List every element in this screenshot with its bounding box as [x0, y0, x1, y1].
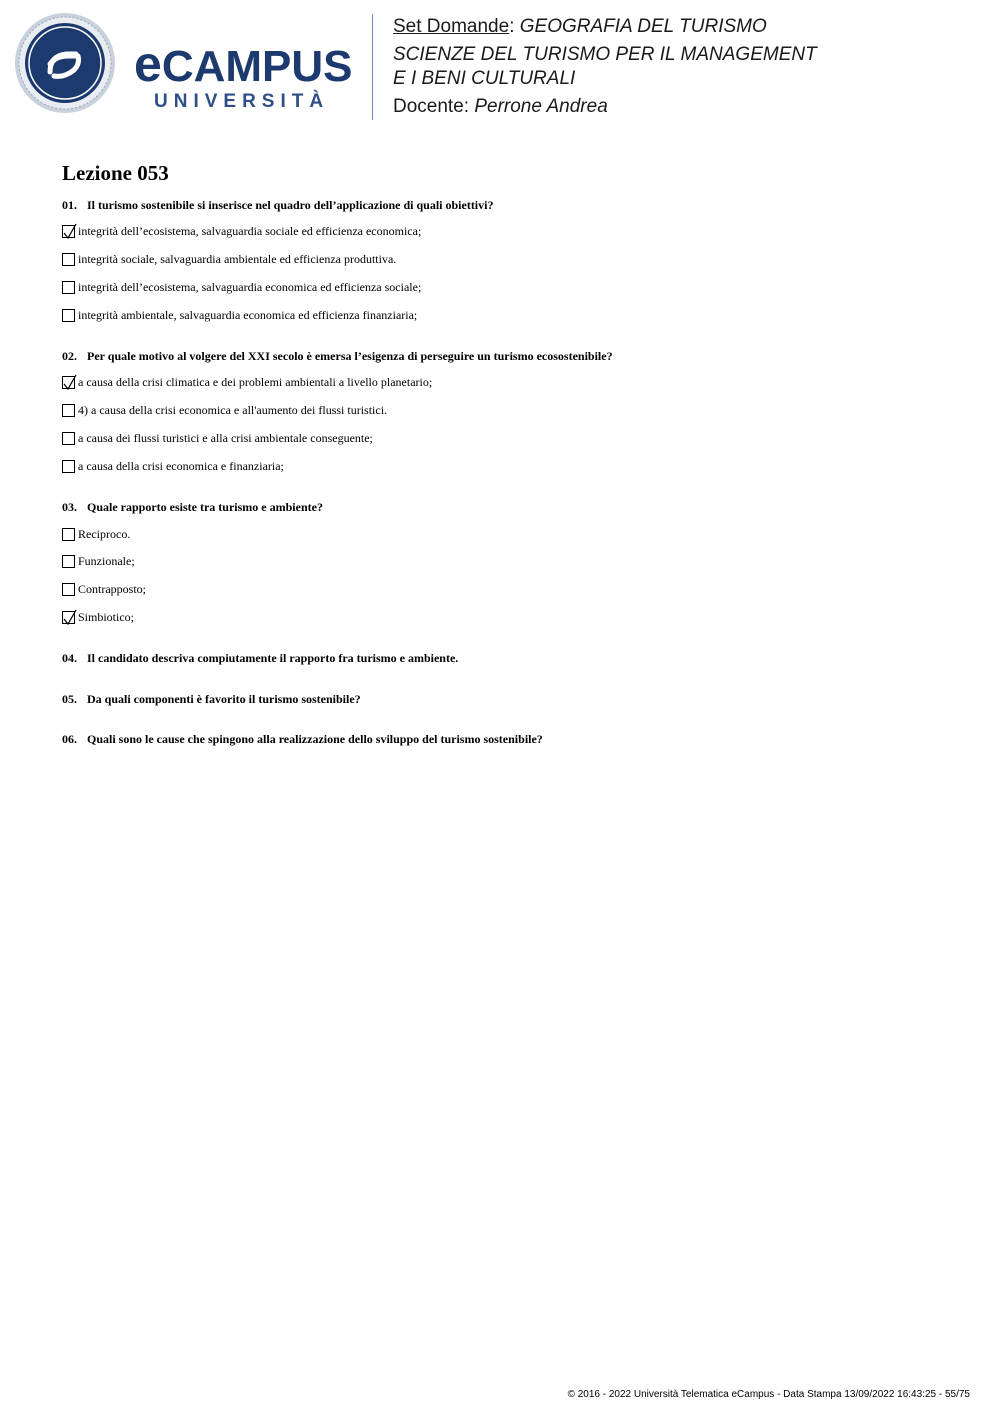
question-text: Quali sono le cause che spingono alla realizzazione dello sviluppo del turismo sostenibile? — [87, 732, 543, 746]
option-02-b[interactable] — [62, 403, 387, 418]
checkbox[interactable] — [62, 432, 75, 445]
set-label: Set Domande — [393, 16, 510, 37]
question-02 — [62, 349, 613, 364]
option-text: integrità dell’ecosistema, salvaguardia sociale ed efficienza economica; — [78, 224, 422, 238]
course-title: GEOGRAFIA DEL TURISMO — [519, 16, 767, 37]
question-number: 05. — [62, 692, 77, 706]
option-text: a causa della crisi climatica e dei problemi ambientali a livello planetario; — [78, 375, 433, 389]
option-text: integrità dell’ecosistema, salvaguardia economica ed efficienza sociale; — [78, 280, 422, 294]
set-colon: : — [509, 16, 520, 37]
brand-e: e — [134, 36, 162, 92]
question-number: 04. — [62, 651, 77, 665]
option-03-a[interactable] — [62, 527, 130, 542]
question-text: Da quali componenti è favorito il turismo sostenibile? — [87, 692, 361, 706]
checkbox-checked[interactable] — [62, 611, 75, 624]
checkbox[interactable] — [62, 253, 75, 266]
question-number: 06. — [62, 732, 77, 746]
checkbox[interactable] — [62, 583, 75, 596]
checkbox[interactable] — [62, 309, 75, 322]
program-line-1: SCIENZE DEL TURISMO PER IL MANAGEMENT — [393, 44, 817, 65]
option-03-d[interactable] — [62, 610, 134, 625]
checkbox[interactable] — [62, 555, 75, 568]
option-02-c[interactable] — [62, 431, 373, 446]
option-text: integrità ambientale, salvaguardia economica ed efficienza finanziaria; — [78, 308, 418, 322]
checkbox[interactable] — [62, 404, 75, 417]
checkbox-checked[interactable] — [62, 225, 75, 238]
question-01 — [62, 198, 493, 213]
set-line — [393, 15, 817, 39]
question-03 — [62, 500, 323, 515]
program-line-2: E I BENI CULTURALI — [393, 68, 576, 89]
brand-text — [134, 36, 353, 113]
option-03-b[interactable] — [62, 554, 135, 569]
option-text: a causa dei flussi turistici e alla crisi ambientale conseguente; — [78, 431, 373, 445]
option-02-a[interactable] — [62, 375, 432, 390]
page-footer: © 2016 - 2022 Università Telematica eCampus - Data Stampa 13/09/2022 16:43:25 - 55/75 — [567, 1389, 970, 1400]
checkmark-icon — [62, 609, 77, 626]
checkbox[interactable] — [62, 528, 75, 541]
ecampus-logo — [14, 12, 359, 120]
header-divider — [372, 14, 373, 120]
header-info — [393, 15, 817, 119]
checkbox[interactable] — [62, 460, 75, 473]
checkmark-icon — [62, 374, 77, 391]
option-text: Contrapposto; — [78, 582, 146, 596]
option-text: a causa della crisi economica e finanziaria; — [78, 459, 284, 473]
option-text: integrità sociale, salvaguardia ambientale ed efficienza produttiva. — [78, 252, 397, 266]
option-text: Simbiotico; — [78, 610, 135, 624]
docente-line — [393, 95, 817, 119]
question-04 — [62, 651, 458, 666]
checkmark-icon — [62, 223, 77, 240]
question-number: 03. — [62, 500, 77, 514]
question-text: Per quale motivo al volgere del XXI secolo è emersa l’esigenza di perseguire un turismo ecosostenibile? — [87, 349, 613, 363]
option-01-a[interactable] — [62, 224, 421, 239]
ecampus-seal-icon — [14, 12, 116, 114]
option-01-b[interactable] — [62, 252, 396, 267]
docente-name: Perrone Andrea — [474, 96, 608, 117]
option-03-c[interactable] — [62, 582, 146, 597]
question-text: Il turismo sostenibile si inserisce nel quadro dell’applicazione di quali obiettivi? — [87, 198, 494, 212]
question-text: Il candidato descriva compiutamente il rapporto fra turismo e ambiente. — [87, 651, 459, 665]
option-text: 4) a causa della crisi economica e all'aumento dei flussi turistici. — [78, 403, 388, 417]
question-number: 02. — [62, 349, 77, 363]
option-text: Funzionale; — [78, 554, 135, 568]
checkbox-checked[interactable] — [62, 376, 75, 389]
option-text: Reciproco. — [78, 527, 131, 541]
question-number: 01. — [62, 198, 77, 212]
question-06 — [62, 732, 543, 747]
checkbox[interactable] — [62, 281, 75, 294]
lesson-title: Lezione 053 — [62, 161, 169, 185]
question-05 — [62, 692, 361, 707]
docente-label: Docente: — [393, 96, 475, 117]
option-01-d[interactable] — [62, 308, 417, 323]
option-01-c[interactable] — [62, 280, 421, 295]
question-text: Quale rapporto esiste tra turismo e ambiente? — [87, 500, 323, 514]
option-02-d[interactable] — [62, 459, 284, 474]
brand-name: CAMPUS — [161, 42, 353, 91]
brand-subtitle: UNIVERSITÀ — [154, 91, 330, 112]
